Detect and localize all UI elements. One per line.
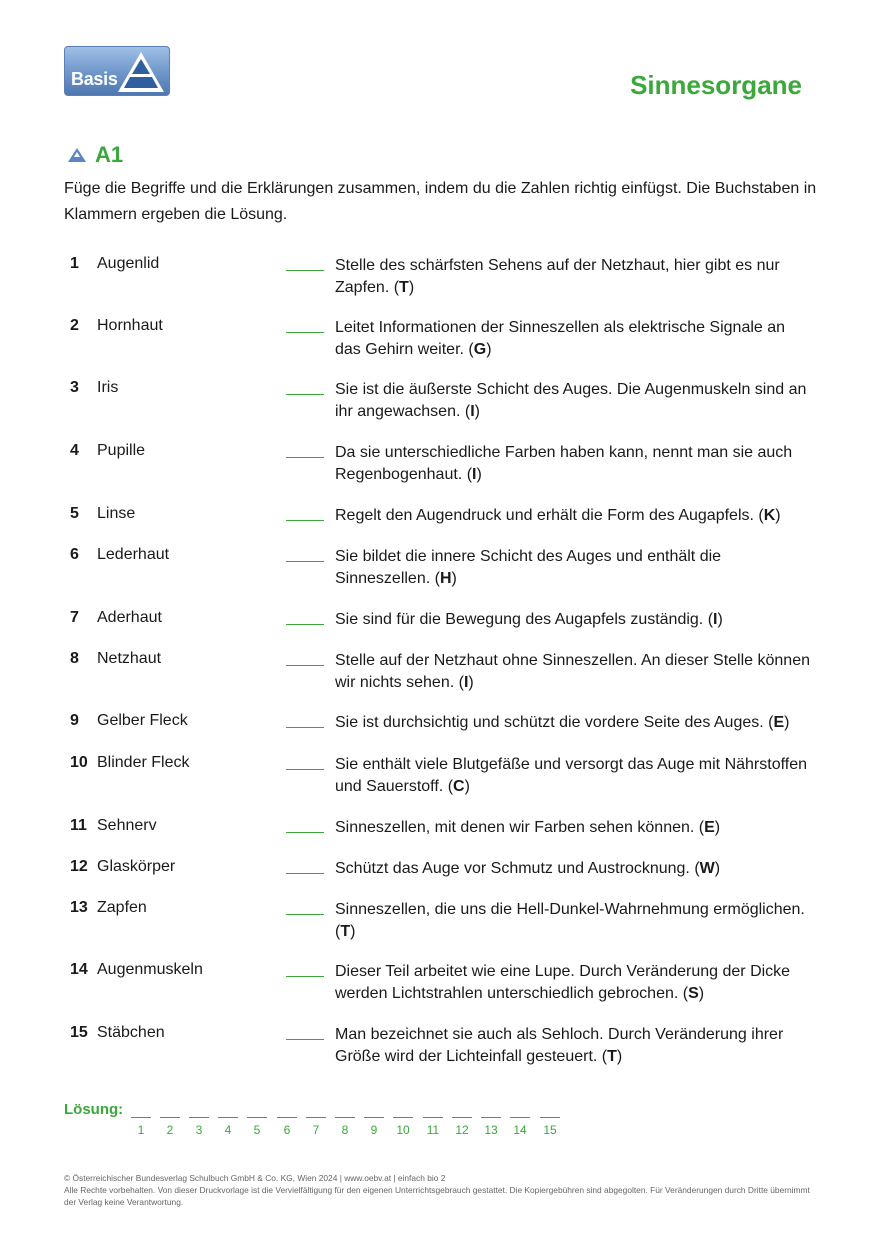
solution-slot[interactable] [510, 1105, 530, 1137]
letter-bracket: (E) [698, 819, 721, 836]
solution-line[interactable] [364, 1105, 384, 1118]
definition-text: Sinneszellen, mit denen wir Farben sehen können. [335, 819, 695, 836]
item-definition [335, 442, 815, 486]
solution-slot-number: 10 [396, 1123, 410, 1137]
item-number: 15 [70, 1024, 88, 1041]
item-term: Zapfen [97, 899, 147, 916]
definition-text: Dieser Teil arbeitet wie eine Lupe. Durch Veränderung der Dicke werden Lichtstrahlen unterschiedlich gebrochen. [335, 963, 791, 1002]
solution-slot-number: 9 [370, 1123, 378, 1137]
item-term: Lederhaut [97, 546, 170, 563]
item-definition [335, 255, 815, 299]
letter-bracket: (I) [466, 466, 482, 483]
footer-rights: Alle Rechte vorbehalten. Von dieser Druckvorlage ist die Vervielfältigung für den eigenen Unterrichtsgebrauch gestattet. Die Kopiergebühren sind abgegolten. Für Veränderungen durch Dritte übernimmt der Verlag keine Verantwortung. [64, 1185, 810, 1207]
item-number: 13 [70, 899, 88, 916]
solution-line[interactable] [306, 1105, 326, 1118]
letter-bracket: (H) [434, 570, 457, 587]
letter-bracket: (W) [694, 860, 721, 877]
item-definition [335, 858, 815, 880]
solution-letter: G [473, 341, 487, 358]
letter-bracket: (I) [458, 674, 474, 691]
definition-text: Stelle auf der Netzhaut ohne Sinneszellen. An dieser Stelle können wir nichts sehen. [335, 652, 810, 691]
item-definition [335, 609, 815, 631]
definition-text: Stelle des schärfsten Sehens auf der Netzhaut, hier gibt es nur Zapfen. [335, 257, 780, 296]
pyramid-icon [67, 147, 87, 163]
item-definition [335, 546, 815, 590]
item-definition [335, 817, 815, 839]
solution-slot-number: 1 [137, 1123, 145, 1137]
footer [64, 1172, 824, 1208]
item-term: Aderhaut [97, 609, 162, 626]
solution-line[interactable] [335, 1105, 355, 1118]
item-number: 5 [70, 505, 79, 522]
solution-line[interactable] [510, 1105, 530, 1118]
item-definition [335, 712, 815, 734]
solution-slot-number: 2 [166, 1123, 174, 1137]
answer-blank[interactable] [286, 665, 324, 666]
solution-slot[interactable] [160, 1105, 180, 1137]
item-term: Blinder Fleck [97, 754, 190, 771]
item-term: Sehnerv [97, 817, 157, 834]
solution-letter: E [773, 714, 785, 731]
answer-blank[interactable] [286, 1039, 324, 1040]
solution-letter: E [704, 819, 715, 836]
solution-slot-number: 3 [195, 1123, 203, 1137]
solution-letter: W [699, 860, 715, 877]
answer-blank[interactable] [286, 769, 324, 770]
solution-letter: I [713, 611, 718, 628]
letter-bracket: (T) [335, 923, 356, 940]
solution-slot-number: 15 [543, 1123, 557, 1137]
letter-bracket: (T) [601, 1048, 623, 1065]
task-heading [67, 142, 123, 168]
solution-slot[interactable] [306, 1105, 326, 1137]
solution-slot[interactable] [540, 1105, 560, 1137]
item-term: Iris [97, 379, 119, 396]
item-term: Gelber Fleck [97, 712, 188, 729]
item-number: 8 [70, 650, 79, 667]
item-number: 2 [70, 317, 79, 334]
solution-slot[interactable] [452, 1105, 472, 1137]
answer-blank[interactable] [286, 520, 324, 521]
letter-bracket: (I) [707, 611, 723, 628]
solution-slot[interactable] [335, 1105, 355, 1137]
item-term: Netzhaut [97, 650, 162, 667]
solution-slot[interactable] [364, 1105, 384, 1137]
solution-slot[interactable] [189, 1105, 209, 1137]
item-number: 14 [70, 961, 88, 978]
solution-label: Lösung: [64, 1101, 124, 1118]
definition-text: Sie ist die äußerste Schicht des Auges. Die Augenmuskeln sind an ihr angewachsen. [335, 381, 807, 420]
solution-slot[interactable] [423, 1105, 443, 1137]
solution-line[interactable] [277, 1105, 297, 1118]
footer-copyright: © Österreichischer Bundesverlag Schulbuch GmbH & Co. KG, Wien 2024 | www.oebv.at | einfach bio 2 [64, 1173, 446, 1183]
solution-line[interactable] [540, 1105, 560, 1118]
letter-bracket: (C) [447, 778, 470, 795]
item-definition [335, 650, 815, 694]
item-number: 7 [70, 609, 79, 626]
answer-blank[interactable] [286, 976, 324, 977]
definition-text: Regelt den Augendruck und erhält die Form des Augapfels. [335, 507, 754, 524]
item-definition [335, 899, 815, 943]
item-term: Augenlid [97, 255, 160, 272]
page-title: Sinnesorgane [630, 70, 802, 100]
definition-text: Man bezeichnet sie auch als Sehloch. Durch Veränderung ihrer Größe wird der Lichteinfall gesteuert. [335, 1026, 784, 1065]
task-label: A1 [95, 142, 124, 167]
answer-blank[interactable] [286, 561, 324, 562]
solution-letter: T [340, 923, 351, 940]
answer-blank[interactable] [286, 270, 324, 271]
solution-slot-number: 11 [426, 1123, 440, 1137]
solution-slot[interactable] [481, 1105, 501, 1137]
solution-line[interactable] [481, 1105, 501, 1118]
solution-line[interactable] [218, 1105, 238, 1118]
solution-letter: T [607, 1048, 617, 1065]
answer-blank[interactable] [286, 332, 324, 333]
pyramid-icon [116, 50, 166, 94]
item-number: 12 [70, 858, 88, 875]
item-term: Hornhaut [97, 317, 163, 334]
item-term: Stäbchen [97, 1024, 165, 1041]
solution-slot-number: 13 [484, 1123, 498, 1137]
item-definition [335, 505, 815, 527]
answer-blank[interactable] [286, 914, 324, 915]
solution-letter: C [453, 778, 465, 795]
solution-letter: S [688, 985, 699, 1002]
answer-blank[interactable] [286, 624, 324, 625]
solution-slot[interactable] [277, 1105, 297, 1137]
item-term: Pupille [97, 442, 146, 459]
solution-letter: T [399, 279, 409, 296]
definition-text: Schützt das Auge vor Schmutz und Austrocknung. [335, 860, 690, 877]
answer-blank[interactable] [286, 832, 324, 833]
definition-text: Sie ist durchsichtig und schützt die vordere Seite des Auges. [335, 714, 764, 731]
solution-line[interactable] [189, 1105, 209, 1118]
solution-letter: I [472, 466, 477, 483]
item-definition [335, 961, 815, 1005]
item-term: Glaskörper [97, 858, 176, 875]
item-number: 1 [70, 255, 79, 272]
solution-letter: K [763, 507, 776, 524]
definition-text: Sie bildet die innere Schicht des Auges und enthält die Sinneszellen. [335, 548, 722, 587]
solution-slot-number: 5 [253, 1123, 261, 1137]
answer-blank[interactable] [286, 727, 324, 728]
definition-text: Sie enthält viele Blutgefäße und versorgt das Auge mit Nährstoffen und Sauerstoff. [335, 756, 807, 795]
item-number: 10 [70, 754, 88, 771]
solution-letter: I [470, 403, 475, 420]
letter-bracket: (K) [758, 507, 781, 524]
item-definition [335, 379, 815, 423]
solution-slot[interactable] [247, 1105, 267, 1137]
item-term: Augenmuskeln [97, 961, 203, 978]
solution-slot-number: 7 [312, 1123, 320, 1137]
solution-slot[interactable] [218, 1105, 238, 1137]
solution-letter: H [439, 570, 452, 587]
solution-slot[interactable] [393, 1105, 413, 1137]
solution-line[interactable] [452, 1105, 472, 1118]
definition-text: Sie sind für die Bewegung des Augapfels zuständig. [335, 611, 704, 628]
item-number: 11 [70, 817, 87, 834]
letter-bracket: (G) [468, 341, 492, 358]
letter-bracket: (T) [393, 279, 415, 296]
solution-slot-number: 12 [455, 1123, 469, 1137]
solution-slot-number: 14 [513, 1123, 527, 1137]
letter-bracket: (S) [682, 985, 705, 1002]
solution-slot-number: 6 [283, 1123, 291, 1137]
basis-logo [64, 46, 170, 96]
task-instructions: Füge die Begriffe und die Erklärungen zusammen, indem du die Zahlen richtig einfügst. Die Buchstaben in Klammern ergeben die Lösung. [64, 180, 817, 223]
solution-line[interactable] [131, 1105, 151, 1118]
solution-line[interactable] [423, 1105, 443, 1118]
answer-blank[interactable] [286, 457, 324, 458]
solution-line[interactable] [393, 1105, 413, 1118]
item-number: 4 [70, 442, 79, 459]
solution-letter: I [463, 674, 469, 691]
item-number: 3 [70, 379, 79, 396]
solution-line[interactable] [160, 1105, 180, 1118]
answer-blank[interactable] [286, 873, 324, 874]
definition-text: Leitet Informationen der Sinneszellen als elektrische Signale an das Gehirn weiter. [335, 319, 786, 358]
solution-line[interactable] [247, 1105, 267, 1118]
definition-text: Sinneszellen, die uns die Hell-Dunkel-Wahrnehmung ermöglichen. [335, 901, 805, 918]
logo-text: Basis [71, 69, 118, 89]
item-definition [335, 1024, 815, 1068]
item-number: 9 [70, 712, 79, 729]
solution-slot[interactable] [131, 1105, 151, 1137]
definition-text: Da sie unterschiedliche Farben haben kann, nennt man sie auch Regenbogenhaut. [335, 444, 793, 483]
item-definition [335, 754, 815, 798]
letter-bracket: (I) [464, 403, 480, 420]
item-definition [335, 317, 815, 361]
solution-slot-number: 4 [224, 1123, 232, 1137]
letter-bracket: (E) [768, 714, 790, 731]
answer-blank[interactable] [286, 394, 324, 395]
item-term: Linse [97, 505, 136, 522]
solution-slot-number: 8 [341, 1123, 349, 1137]
item-number: 6 [70, 546, 79, 563]
